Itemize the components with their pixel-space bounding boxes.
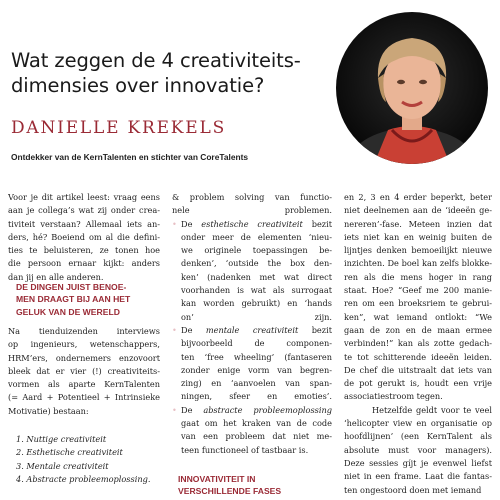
column-1 — [8, 191, 160, 284]
column-2 — [172, 191, 332, 457]
text-line: ningen, sfeer en emoties’. — [181, 391, 332, 402]
text-line: ren als die mens hoger in rang — [344, 271, 492, 282]
text-line: staat. Hoe? “Geef me 200 manie- — [344, 285, 492, 296]
text-line: HRM’ers, ondernemers enzovoort — [8, 352, 160, 363]
text-line: hoofdlijnen’ (een KernTalent als — [344, 431, 492, 442]
text-line: • De mentale creativiteit bezit — [172, 324, 332, 337]
text-line: verbinden!” kan als zotte gedach- — [344, 338, 492, 349]
text-line: ders, hé? Boeiend om al die defini- — [8, 231, 160, 242]
author-name: DANIELLE KREKELS — [11, 118, 227, 138]
text-line: teen functioneel of tastbaar is. — [181, 444, 309, 455]
text-line: nereren’-fase. Meteen inzien dat — [344, 218, 492, 229]
list-item: 3. Mentale creativiteit — [16, 460, 109, 471]
text-line: ren om een broeksriem te gebrui- — [344, 298, 492, 309]
text-line: niet deelnemen aan de ‘ideeën ge- — [344, 205, 492, 216]
text-line: • De esthetische creativiteit bezit — [172, 218, 332, 231]
intro-paragraph — [8, 191, 160, 284]
text-line: bleek dat er vier (!) creativiteits- — [8, 365, 160, 376]
text-line: lijntjes denken bemoeilijkt nieuwe — [344, 245, 492, 256]
text-line: niet in een frame. Laat die fantas- — [344, 471, 492, 482]
text-line: Deze sessies gíjt je evenwel liefst — [344, 457, 492, 468]
list-item: 4. Abstracte probleemoplossing. — [16, 473, 151, 484]
text-line: bijvoorbeeld de componen- — [181, 338, 332, 349]
text-line: die persoon ernaar kijkt: anders — [8, 258, 160, 269]
text-line: ‘helicopter view en organisatie op — [344, 418, 492, 429]
text-line: vormen als aparte KernTalenten — [8, 379, 160, 390]
heading-line: MEN DRAAGT BIJ AAN HET — [16, 294, 131, 305]
text-line: inzichten. De boel kan zelfs blokke- — [344, 258, 492, 269]
title-line: dimensies over innovatie? — [11, 74, 265, 97]
text-line: associatiestroom tegen. — [344, 391, 443, 402]
bullet-icon: • — [172, 218, 177, 229]
text-line: ken’ (nadenken met wat direct — [181, 271, 332, 282]
creativity-list — [16, 433, 150, 486]
text-line: van een probleem dat niet me- — [181, 431, 332, 442]
title-line: Wat zeggen de 4 creativiteits- — [11, 49, 301, 72]
text-line: zonder enige vorm van begren- — [181, 364, 332, 375]
text-line: (= Aard + Potentieel + Intrinsieke — [8, 392, 160, 403]
text-line: • De abstracte probleemoplossing — [172, 404, 332, 417]
text-line: Motivatie) bestaan: — [8, 405, 89, 416]
text-line: De chef die uitstraalt dat iets van — [344, 364, 492, 375]
author-byline: Ontdekker van de KernTalenten en stichter van CoreTalents — [11, 152, 249, 162]
text-line: on’ zijn. — [181, 311, 332, 322]
text-line: op ingenieurs, wetenschappers, — [8, 339, 160, 350]
text-line: ken”, wat iemand ontlokt: “We — [344, 311, 492, 322]
text-line: onder meer de elementen ‘nieu- — [181, 231, 332, 242]
text-line: zing) en ‘aanvoelen van span- — [181, 378, 332, 389]
text-line: voorhanden is wat als surrogaat — [181, 285, 332, 296]
text-line: ten ‘free wheeling’ (fantaseren — [181, 351, 332, 362]
text-line: ties te beluisteren, ze tonen hoe — [8, 245, 160, 256]
text-line: nele problemen. — [172, 205, 332, 216]
heading-line: GELUK VAN DE WERELD — [16, 306, 120, 317]
text-line: & problem solving van functio- — [172, 192, 332, 202]
text-line: Voor je dit artikel leest: vraag eens — [8, 192, 160, 202]
text-line: denken’, ‘outside the box den- — [181, 258, 332, 269]
list-item: 1. Nuttige creativiteit — [16, 434, 107, 444]
column-3 — [344, 191, 492, 497]
text-line: dan jij en alle anderen. — [8, 271, 104, 282]
text-line: tiviteit verstaan? Allemaal iets an- — [8, 218, 160, 229]
text-line: Na tienduizenden interviews — [8, 326, 160, 336]
text-line: de pot gerukt is, houdt een vrije — [344, 378, 492, 389]
text-line: iets niet kan en weinig buiten de — [344, 231, 492, 242]
text-line: we originele toepassingen be- — [181, 245, 332, 256]
bullet-icon: • — [172, 404, 177, 415]
text-line: en 2, 3 en 4 erder beperkt, beter — [344, 192, 492, 202]
text-line: gaat om het kraken van de code — [181, 418, 332, 429]
text-line: ten ongestoord doen met iemand — [344, 484, 482, 495]
article-title — [11, 48, 311, 98]
list-item: 2. Esthetische creativiteit — [16, 447, 123, 458]
author-portrait — [336, 12, 488, 164]
heading-line: DE DINGEN JUIST BENOE- — [16, 282, 127, 292]
text-line: absolute must voor managers). — [344, 444, 492, 455]
heading-line: INNOVATIVITEIT IN — [178, 474, 256, 484]
text-line: te tot schitterende ideeën leiden. — [344, 351, 492, 362]
column-1-body — [8, 325, 160, 418]
bullet-icon: • — [172, 324, 177, 335]
section-heading — [16, 281, 158, 318]
heading-line: VERSCHILLENDE FASES — [178, 486, 282, 497]
section-heading — [178, 473, 328, 498]
text-line: aan je collega’s wat zij onder crea- — [8, 205, 160, 216]
text-line: Hetzelfde geldt voor te veel — [372, 404, 492, 415]
text-line: kan worden gebruikt) en ‘hands — [181, 298, 332, 309]
text-line: gaan de zon en de maan ermee — [344, 324, 492, 335]
